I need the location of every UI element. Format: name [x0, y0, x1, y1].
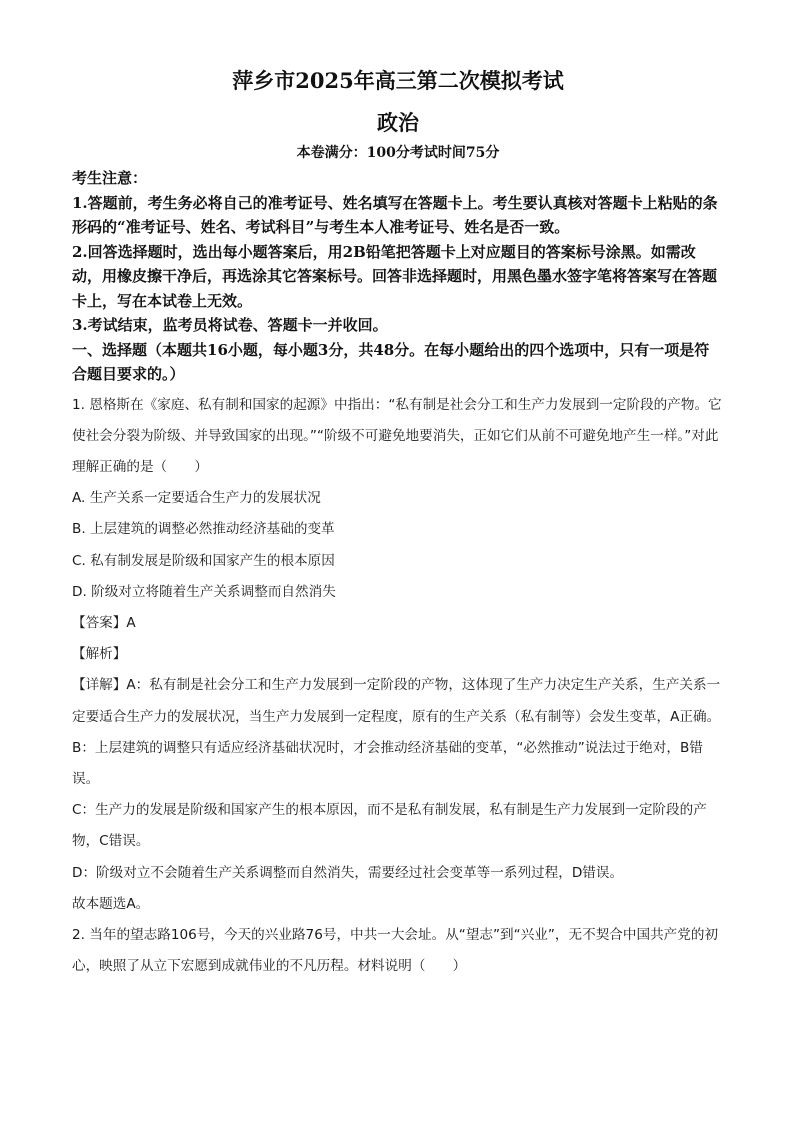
- question-1-detail-d: D：阶级对立不会随着生产关系调整而自然消失，需要经过社会变革等一系列过程，D错误。: [72, 864, 624, 881]
- score-time-line: 本卷满分：100分考试时间75分: [296, 145, 500, 161]
- question-1-stem: 1. 恩格斯在《家庭、私有制和国家的起源》中指出：“私有制是社会分工和生产力发展到一定阶段的产物。它使社会分裂为阶级、并导致国家的出现。”“阶级不可避免地要消失，正如它们从前不可避免地产生一样。”对此理解正确的是（ ）: [72, 396, 722, 475]
- question-1-option-b: B. 上层建筑的调整必然推动经济基础的变革: [72, 521, 335, 538]
- question-1-detail-a: 【详解】A：私有制是社会分工和生产力发展到一定阶段的产物，这体现了生产力决定生产关系，生产关系一定要适合生产力的发展状况，当生产力发展到一定程度，原有的生产关系（私有制等）会发生变革，A正确。: [72, 677, 721, 725]
- question-1: [72, 390, 724, 920]
- question-2-stem: 2. 当年的望志路106号，今天的兴业路76号，中共一大会址。从“望志”到“兴业”，无不契合中国共产党的初心，映照了从立下宏愿到成就伟业的不凡历程。材料说明（ ）: [72, 926, 719, 975]
- candidate-notice: [72, 166, 724, 387]
- notice-item-2: 2.回答选择题时，选出每小题答案后，用2B铅笔把答题卡上对应题目的答案标号涂黑。如需改动，用橡皮擦干净后，再选涂其它答案标号。回答非选择题时，用黑色墨水签字笔将答案写在答题卡上，写在本试卷上无效。: [72, 242, 718, 310]
- question-1-option-d: D. 阶级对立将随着生产关系调整而自然消失: [72, 583, 336, 600]
- notice-heading: 考生注意：: [72, 169, 148, 187]
- exam-subject: 政治: [377, 110, 419, 135]
- question-1-answer: 【答案】A: [72, 614, 136, 631]
- question-2: [72, 920, 724, 982]
- question-1-detail-b: B：上层建筑的调整只有适应经济基础状况时，才会推动经济基础的变革，“必然推动”说法过于绝对，B错误。: [72, 739, 703, 787]
- notice-item-1: 1.答题前，考生务必将自己的准考证号、姓名填写在答题卡上。考生要认真核对答题卡上粘贴的条形码的“准考证号、姓名、考试科目”与考生本人准考证号、姓名是否一致。: [72, 193, 718, 236]
- exam-title: 萍乡市2025年高三第二次模拟考试: [232, 68, 564, 93]
- question-1-option-a: A. 生产关系一定要适合生产力的发展状况: [72, 490, 321, 507]
- question-1-option-c: C. 私有制发展是阶级和国家产生的根本原因: [72, 552, 335, 569]
- question-1-analysis-label: 【解析】: [72, 646, 127, 663]
- section-heading: 一、选择题（本题共16小题，每小题3分，共48分。在每小题给出的四个选项中，只有一项是符合题目要求的。）: [72, 340, 710, 383]
- question-1-conclusion: 故本题选A。: [72, 895, 150, 912]
- question-1-detail-c: C：生产力的发展是阶级和国家产生的根本原因，而不是私有制发展，私有制是生产力发展到一定阶段的产物，C错误。: [72, 802, 707, 850]
- notice-item-3: 3.考试结束，监考员将试卷、答题卡一并收回。: [72, 316, 388, 334]
